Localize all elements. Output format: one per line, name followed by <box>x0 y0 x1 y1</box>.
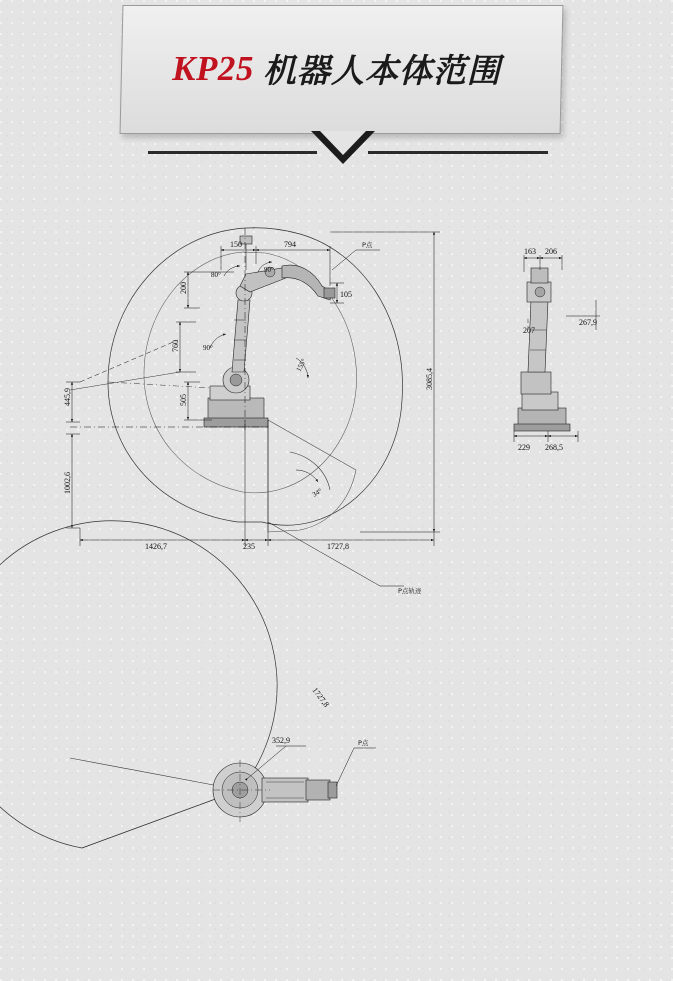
dim-1426: 1426,7 <box>145 542 167 551</box>
title-model: KP25 <box>172 48 254 88</box>
dim-1002: 1002,6 <box>63 472 72 494</box>
callout-path-radius: 1727,8 <box>310 685 331 709</box>
dim-207: 207 <box>523 326 535 335</box>
dim-105: 105 <box>340 290 352 299</box>
dim-268: 268,5 <box>545 443 563 452</box>
angle-34: 34° <box>311 486 324 499</box>
dim-229: 229 <box>518 443 530 452</box>
dim-206: 206 <box>545 247 557 256</box>
dim-794: 794 <box>284 240 296 249</box>
callout-p-point-top: P点 <box>362 241 373 249</box>
dim-3085: 3085,4 <box>425 368 434 390</box>
dim-505: 505 <box>179 394 188 406</box>
angle-155: 155° <box>294 357 309 373</box>
dim-267: 267,9 <box>579 318 597 327</box>
top-view <box>0 521 376 848</box>
title-chinese: 机器人本体范围 <box>262 51 501 90</box>
dim-445: 445,9 <box>63 388 72 406</box>
front-view <box>514 255 600 442</box>
callout-p-point-top-view: P点 <box>358 739 369 747</box>
dim-200: 200 <box>179 282 188 294</box>
dim-163: 163 <box>524 247 536 256</box>
angle-90-top: 90° <box>264 266 274 274</box>
dim-760: 760 <box>171 340 180 352</box>
dim-352: 352,9 <box>272 736 290 745</box>
angle-90-left: 90° <box>203 344 213 352</box>
dim-235: 235 <box>243 542 255 551</box>
robot-side-view <box>204 236 335 427</box>
dim-150: 150 <box>230 240 242 249</box>
callout-p-point-path: P点轨迹 <box>398 587 422 595</box>
drawing-labels <box>63 240 597 747</box>
side-view-callout-leaders <box>268 250 404 586</box>
angle-80: 80° <box>211 271 221 279</box>
dim-1727: 1727,8 <box>327 542 349 551</box>
